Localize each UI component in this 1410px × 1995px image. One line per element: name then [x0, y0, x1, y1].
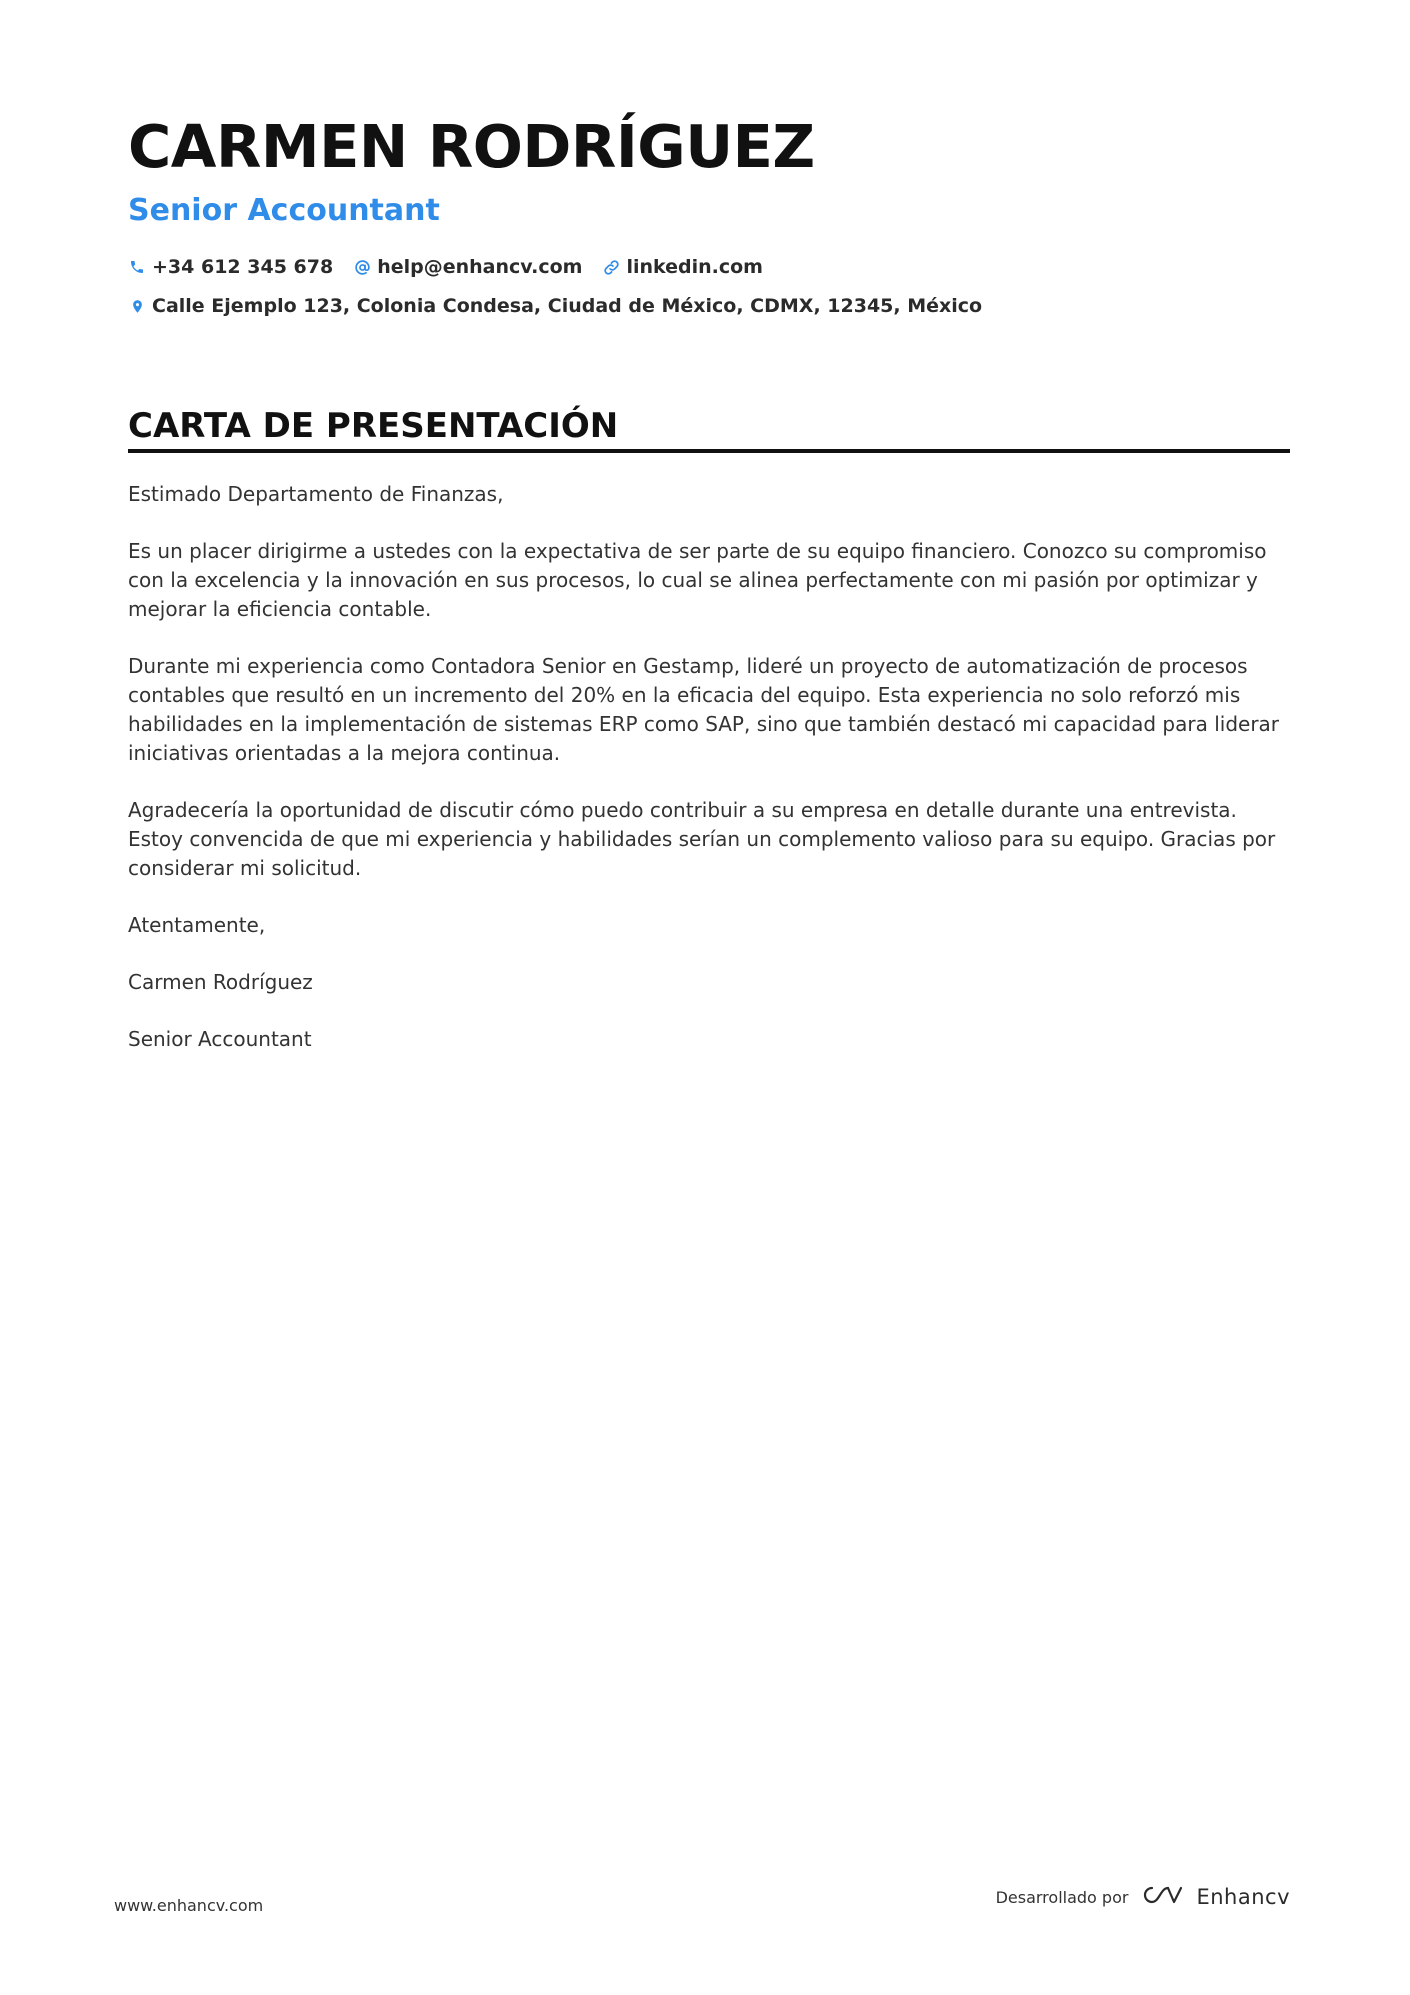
- signature-name: Carmen Rodríguez: [128, 970, 313, 994]
- address-text: Calle Ejemplo 123, Colonia Condesa, Ciudad de México, CDMX, 12345, México: [152, 295, 983, 317]
- candidate-name: CARMEN RODRÍGUEZ: [128, 112, 815, 181]
- contact-link[interactable]: [602, 256, 763, 278]
- contact-email[interactable]: [353, 256, 582, 278]
- candidate-role: Senior Accountant: [128, 193, 440, 228]
- signature-title: Senior Accountant: [128, 1027, 312, 1051]
- letter-closing: Atentamente,: [128, 913, 266, 937]
- section-divider: [128, 449, 1290, 453]
- location-pin-icon: [128, 297, 146, 315]
- contact-address: [128, 295, 982, 317]
- enhancv-logo-icon: [1140, 1884, 1184, 1910]
- contact-row: [128, 256, 783, 278]
- letter-paragraph: Agradecería la oportunidad de discutir cómo puedo contribuir a su empresa en detalle durante una entrevista. Estoy convencida de que mi experiencia y habilidades serían un complemento valioso para su equipo. Gracias por considerar mi solicitud.: [128, 798, 1276, 880]
- phone-icon: [128, 258, 146, 276]
- address-row: [128, 295, 1002, 317]
- contact-phone: [128, 256, 333, 278]
- phone-text: +34 612 345 678: [152, 256, 334, 278]
- powered-by-label: Desarrollado por: [995, 1887, 1129, 1907]
- linkedin-link[interactable]: linkedin.com: [626, 256, 763, 278]
- letter-greeting: Estimado Departamento de Finanzas,: [128, 482, 504, 506]
- footer-url[interactable]: www.enhancv.com: [114, 1896, 264, 1915]
- letter-paragraph: Durante mi experiencia como Contadora Senior en Gestamp, lideré un proyecto de automatización de procesos contables que resultó en un incremento del 20% en la eficacia del equipo. Esta experiencia no solo reforzó mis habilidades en la implementación de sistemas ERP como SAP, sino que también destacó mi capacidad para liderar iniciativas orientadas a la mejora continua.: [128, 654, 1280, 765]
- letter-paragraph: Es un placer dirigirme a ustedes con la expectativa de ser parte de su equipo financiero. Conozco su compromiso con la excelencia y la innovación en sus procesos, lo cual se alinea perfectamente con mi pasión por optimizar y mejorar la eficiencia contable.: [128, 539, 1267, 621]
- link-icon: [602, 258, 620, 276]
- brand-name: Enhancv: [1196, 1885, 1290, 1909]
- section-title: CARTA DE PRESENTACIÓN: [128, 406, 619, 446]
- footer-brand: [996, 1884, 1290, 1910]
- letter-body: [128, 480, 1290, 1082]
- at-icon: [353, 258, 371, 276]
- email-link[interactable]: help@enhancv.com: [377, 256, 583, 278]
